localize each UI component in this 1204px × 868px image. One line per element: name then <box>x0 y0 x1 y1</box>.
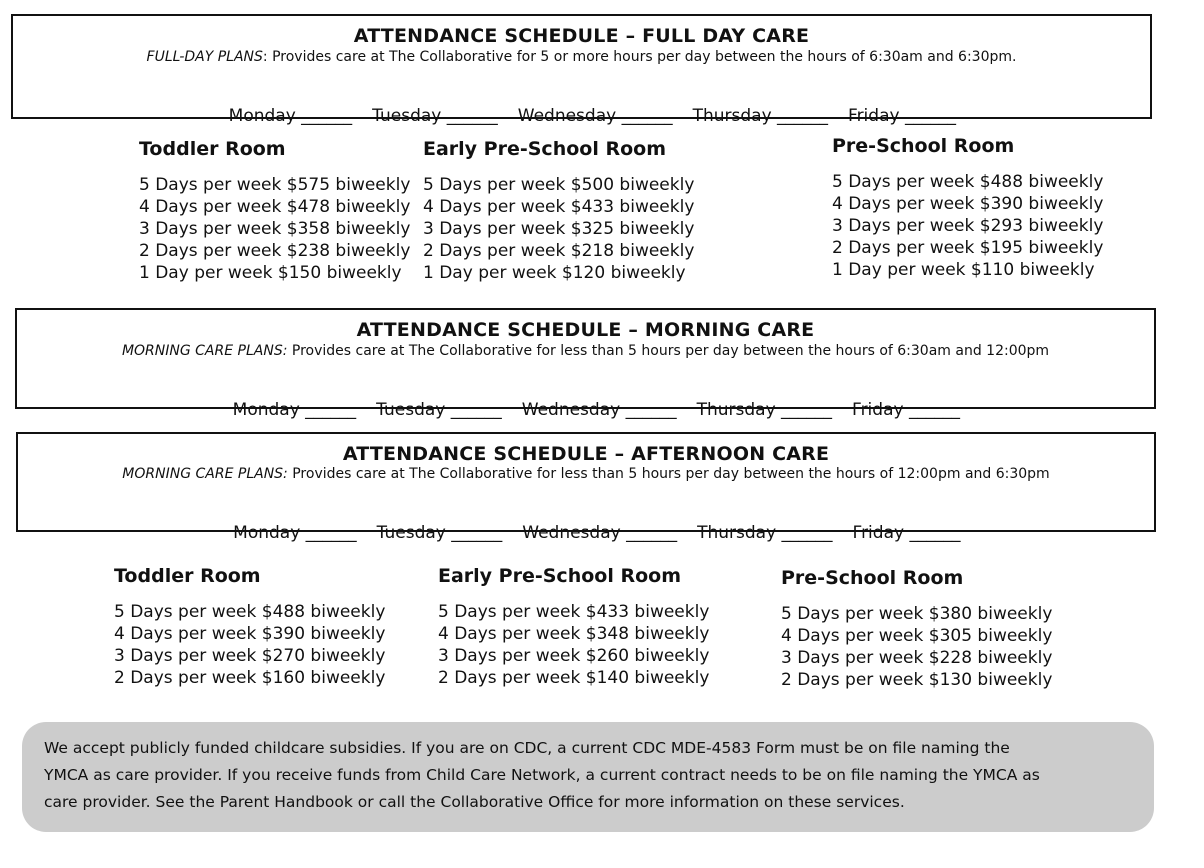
morning-title: ATTENDANCE SCHEDULE – MORNING CARE <box>356 319 815 341</box>
rate-line: 5 Days per week $380 biweekly <box>781 604 1053 624</box>
rate-line: 4 Days per week $305 biweekly <box>781 626 1053 646</box>
rate-line: 2 Days per week $195 biweekly <box>832 238 1104 258</box>
afternoon-schedule-box <box>16 432 1156 543</box>
afternoon-desc-label: MORNING CARE PLANS: <box>122 466 288 482</box>
full-day-early-preschool-rates <box>423 138 694 284</box>
full-day-title: ATTENDANCE SCHEDULE – FULL DAY CARE <box>353 25 810 47</box>
morning-desc-label: MORNING CARE PLANS: <box>121 343 288 359</box>
morning-wednesday[interactable]: Wednesday ______ <box>521 400 677 420</box>
rate-line: 4 Days per week $478 biweekly <box>139 197 411 217</box>
full-day-early-preschool-heading: Early Pre-School Room <box>423 138 666 160</box>
part-day-preschool-rates <box>781 567 1052 691</box>
rate-line: 3 Days per week $228 biweekly <box>781 648 1053 668</box>
part-day-early-preschool-heading: Early Pre-School Room <box>438 565 681 587</box>
afternoon-wednesday[interactable]: Wednesday ______ <box>522 523 678 543</box>
rate-line: 2 Days per week $130 biweekly <box>781 670 1053 690</box>
morning-desc-text: Provides care at The Collaborative for less than 5 hours per day between the hours of 6:30am and 12:00pm <box>287 343 1050 359</box>
part-day-toddler-heading: Toddler Room <box>114 565 261 587</box>
morning-monday[interactable]: Monday ______ <box>232 400 357 420</box>
full-day-schedule-box <box>11 14 1152 126</box>
notice-line: care provider. See the Parent Handbook or call the Collaborative Office for more information on these services. <box>44 793 905 811</box>
afternoon-monday[interactable]: Monday ______ <box>233 523 357 543</box>
notice-line: YMCA as care provider. If you receive funds from Child Care Network, a current contract needs to be on file naming the YMCA as <box>44 766 1040 784</box>
morning-tuesday[interactable]: Tuesday ______ <box>376 400 502 420</box>
rate-line: 1 Day per week $120 biweekly <box>423 263 686 283</box>
rate-line: 5 Days per week $488 biweekly <box>832 172 1104 192</box>
rate-line: 3 Days per week $270 biweekly <box>114 646 386 666</box>
rate-line: 4 Days per week $433 biweekly <box>423 197 695 217</box>
afternoon-friday[interactable]: Friday ______ <box>852 523 961 543</box>
afternoon-thursday[interactable]: Thursday ______ <box>697 523 833 543</box>
rate-line: 2 Days per week $218 biweekly <box>423 241 695 261</box>
subsidy-notice <box>22 722 1154 832</box>
rate-line: 2 Days per week $160 biweekly <box>114 668 386 688</box>
full-day-toddler-rates <box>139 138 410 284</box>
full-day-tuesday[interactable]: Tuesday ______ <box>372 106 498 126</box>
rate-line: 3 Days per week $325 biweekly <box>423 219 695 239</box>
rate-line: 1 Day per week $150 biweekly <box>139 263 402 283</box>
morning-schedule-box <box>15 308 1156 420</box>
full-day-thursday[interactable]: Thursday ______ <box>692 106 829 126</box>
full-day-toddler-heading: Toddler Room <box>139 138 286 160</box>
morning-days-row <box>17 380 1154 440</box>
full-day-preschool-rates <box>832 135 1103 281</box>
rate-line: 2 Days per week $238 biweekly <box>139 241 411 261</box>
notice-line: We accept publicly funded childcare subsidies. If you are on CDC, a current CDC MDE-4583 Form must be on file naming the <box>44 739 1010 757</box>
part-day-early-preschool-rates <box>438 565 709 689</box>
part-day-preschool-heading: Pre-School Room <box>781 567 964 589</box>
afternoon-desc-text: Provides care at The Collaborative for less than 5 hours per day between the hours of 12:00pm and 6:30pm <box>287 466 1050 482</box>
part-day-toddler-rates <box>114 565 385 689</box>
rate-line: 3 Days per week $260 biweekly <box>438 646 710 666</box>
rate-line: 4 Days per week $348 biweekly <box>438 624 710 644</box>
full-day-preschool-heading: Pre-School Room <box>832 135 1015 157</box>
afternoon-days-row <box>18 503 1154 563</box>
rate-line: 5 Days per week $500 biweekly <box>423 175 695 195</box>
rate-line: 4 Days per week $390 biweekly <box>832 194 1104 214</box>
full-day-description <box>13 49 1150 65</box>
full-day-monday[interactable]: Monday ______ <box>228 106 353 126</box>
morning-description <box>17 343 1154 359</box>
rate-line: 3 Days per week $293 biweekly <box>832 216 1104 236</box>
full-day-desc-text: : Provides care at The Collaborative for 5 or more hours per day between the hours of 6:30am and 6:30pm. <box>262 49 1017 65</box>
rate-line: 5 Days per week $575 biweekly <box>139 175 411 195</box>
rate-line: 5 Days per week $488 biweekly <box>114 602 386 622</box>
full-day-desc-label: FULL-DAY PLANS <box>146 49 263 65</box>
rate-line: 5 Days per week $433 biweekly <box>438 602 710 622</box>
morning-friday[interactable]: Friday ______ <box>852 400 960 420</box>
rate-line: 2 Days per week $140 biweekly <box>438 668 710 688</box>
rate-line: 4 Days per week $390 biweekly <box>114 624 386 644</box>
afternoon-description <box>18 466 1154 482</box>
full-day-wednesday[interactable]: Wednesday ______ <box>517 106 673 126</box>
afternoon-tuesday[interactable]: Tuesday ______ <box>376 523 503 543</box>
full-day-friday[interactable]: Friday ______ <box>848 106 956 126</box>
rate-line: 3 Days per week $358 biweekly <box>139 219 411 239</box>
afternoon-title: ATTENDANCE SCHEDULE – AFTERNOON CARE <box>342 443 830 465</box>
rate-line: 1 Day per week $110 biweekly <box>832 260 1095 280</box>
morning-thursday[interactable]: Thursday ______ <box>696 400 833 420</box>
